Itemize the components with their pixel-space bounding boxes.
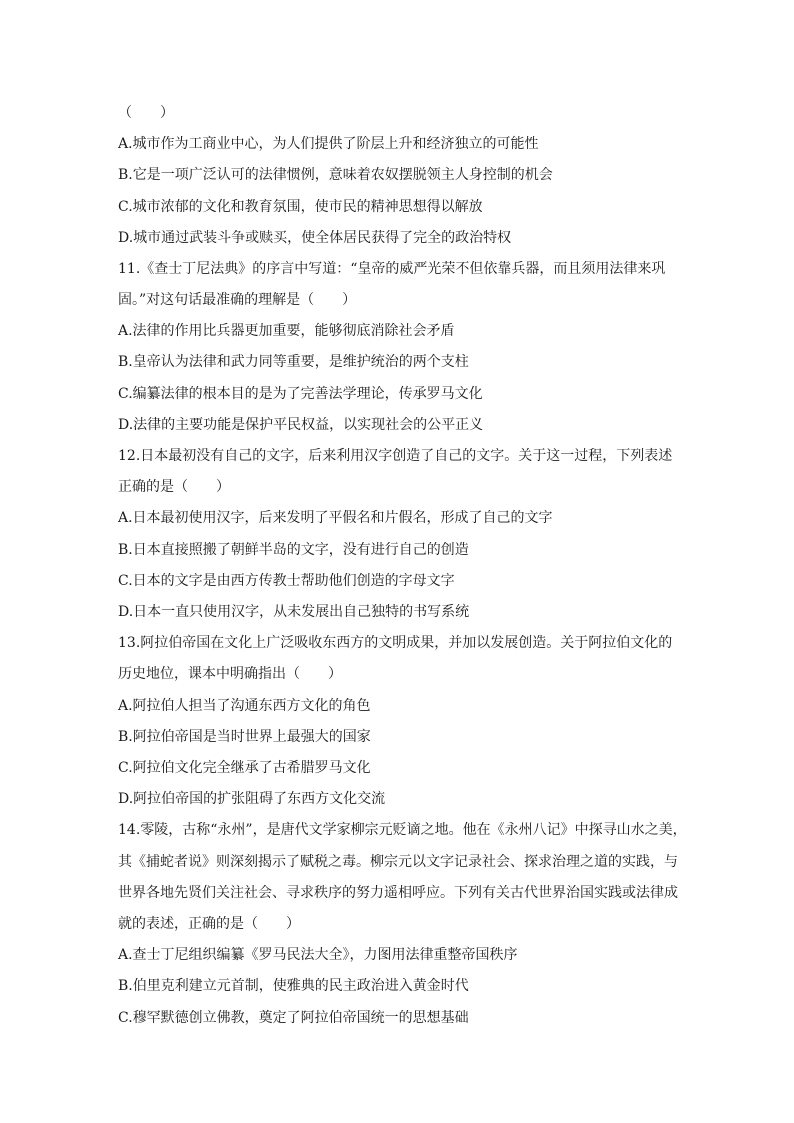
question-13-stem: 13.阿拉伯帝国在文化上广泛吸收东西方的文明成果，并加以发展创造。关于阿拉伯文化的 [118,635,673,651]
option-a: A.城市作为工商业中心，为人们提供了阶层上升和经济独立的可能性 [118,136,539,152]
q11-option-a: A.法律的作用比兵器更加重要，能够彻底消除社会矛盾 [118,323,455,339]
option-d: D.城市通过武装斗争或赎买，使全体居民获得了完全的政治特权 [118,230,512,246]
question-13-stem-cont: 历史地位，课本中明确指出（ ） [118,666,342,682]
option-b: B.它是一项广泛认可的法律惯例，意味着农奴摆脱领主人身控制的机会 [118,167,553,183]
question-14-stem-cont-3: 就的表述，正确的是（ ） [118,916,300,932]
question-14-stem: 14.零陵，古称“永州”，是唐代文学家柳宗元贬谪之地。他在《永州八记》中探寻山水之美， [118,822,687,838]
q13-option-b: B.阿拉伯帝国是当时世界上最强大的国家 [118,729,371,745]
question-11-stem-cont: 固。”对这句话最准确的理解是（ ） [118,292,357,308]
q11-option-b: B.皇帝认为法律和武力同等重要，是维护统治的两个支柱 [118,354,469,370]
q12-option-c: C.日本的文字是由西方传教士帮助他们创造的字母文字 [118,573,455,589]
question-12-stem-cont: 正确的是（ ） [118,479,230,495]
q14-option-a: A.查士丁尼组织编纂《罗马民法大全》，力图用法律重整帝国秩序 [118,947,518,963]
q14-option-c: C.穆罕默德创立佛教，奠定了阿拉伯帝国统一的思想基础 [118,1010,469,1026]
q13-option-d: D.阿拉伯帝国的扩张阻碍了东西方文化交流 [118,791,386,807]
q11-option-c: C.编纂法律的根本目的是为了完善法学理论，传承罗马文化 [118,386,483,402]
q11-option-d: D.法律的主要功能是保护平民权益，以实现社会的公平正义 [118,417,484,433]
q13-option-a: A.阿拉伯人担当了沟通东西方文化的角色 [118,698,371,714]
q12-option-b: B.日本直接照搬了朝鲜半岛的文字，没有进行自己的创造 [118,542,469,558]
q12-option-a: A.日本最初使用汉字，后来发明了平假名和片假名，形成了自己的文字 [118,510,553,526]
q14-option-b: B.伯里克利建立元首制，使雅典的民主政治进入黄金时代 [118,978,469,994]
q13-option-c: C.阿拉伯文化完全继承了古希腊罗马文化 [118,760,371,776]
question-11-stem: 11.《查士丁尼法典》的序言中写道：“皇帝的威严光荣不但依靠兵器，而且须用法律来巩 [118,261,666,277]
question-14-stem-cont-2: 世界各地先贤们关注社会、寻求秩序的努力遥相呼应。下列有关古代世界治国实践或法律成 [118,885,678,901]
question-12-stem: 12.日本最初没有自己的文字，后来利用汉字创造了自己的文字。关于这一过程，下列表述 [118,448,673,464]
option-c: C.城市浓郁的文化和教育氛围，使市民的精神思想得以解放 [118,199,483,215]
answer-blank: （ ） [118,105,174,121]
q12-option-d: D.日本一直只使用汉字，从未发展出自己独特的书写系统 [118,604,470,620]
question-14-stem-cont-1: 其《捕蛇者说》则深刻揭示了赋税之毒。柳宗元以文字记录社会、探求治理之道的实践，与 [118,854,678,870]
